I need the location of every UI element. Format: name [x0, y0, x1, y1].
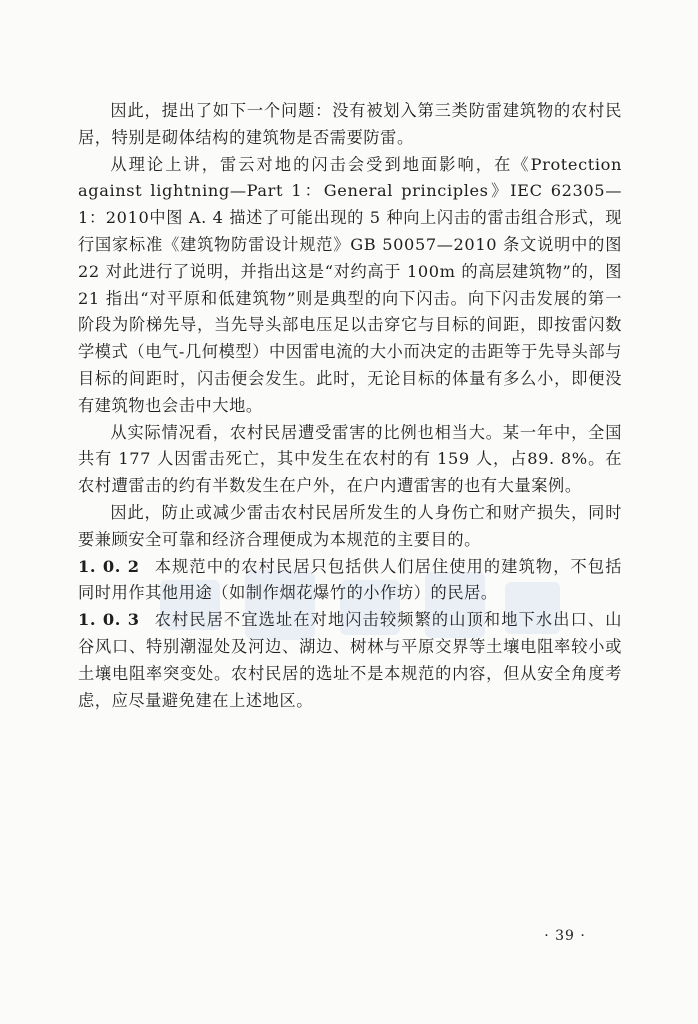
body-text [78, 98, 622, 714]
paragraph-4: 因此，防止或减少雷击农村民居所发生的人身伤亡和财产损失，同时要兼顾安全可靠和经济合理便成为本规范的主要目的。 [78, 502, 622, 549]
clause-1-0-3 [78, 607, 622, 714]
paragraph-2: 从理论上讲，雷云对地的闪击会受到地面影响，在《Protection against lightning—Part 1：General principles》IEC 62305—1：2010中图 A. 4 描述了可能出现的 5 种向上闪击的雷击组合形式，现行国家标准《建筑物防雷设计规范》GB 50057—2010 条文说明中的图 22 对此进行了说明，并指出这是“对约高于 100m 的高层建筑物”的，图 21 指出“对平原和低建筑物”则是典型的向下闪击。向下闪击发展的第一阶段为阶梯先导，当先导头部电压足以击穿它与目标的间距，即按雷闪数学模式（电气-几何模型）中因雷电流的大小而决定的击距等于先导头部与目标的间距时，闪击便会发生。此时，无论目标的体量有多么小，即便没有建筑物也会击中大地。 [78, 154, 622, 415]
clause-text: 农村民居不宜选址在对地闪击较频繁的山顶和地下水出口、山谷风口、特别潮湿处及河边、湖边、树林与平原交界等土壤电阻率较小或土壤电阻率突变处。农村民居的选址不是本规范的内容，但从安全角度考虑，应尽量避免建在上述地区。 [78, 610, 622, 710]
clause-text: 本规范中的农村民居只包括供人们居住使用的建筑物，不包括同时用作其他用途（如制作烟花爆竹的小作坊）的民居。 [78, 556, 622, 603]
clause-number: 1. 0. 3 [78, 610, 140, 630]
page-number: · 39 · [544, 928, 586, 944]
paragraph-3: 从实际情况看，农村民居遭受雷害的比例也相当大。某一年中，全国共有 177 人因雷击死亡，其中发生在农村的有 159 人，占89. 8%。在农村遭雷击的约有半数发生在户外，在户内遭雷害的也有大量案例。 [78, 422, 622, 496]
paragraph-1: 因此，提出了如下一个问题：没有被划入第三类防雷建筑物的农村民居，特别是砌体结构的建筑物是否需要防雷。 [78, 101, 622, 147]
clause-1-0-2 [78, 554, 622, 608]
clause-number: 1. 0. 2 [78, 556, 140, 576]
